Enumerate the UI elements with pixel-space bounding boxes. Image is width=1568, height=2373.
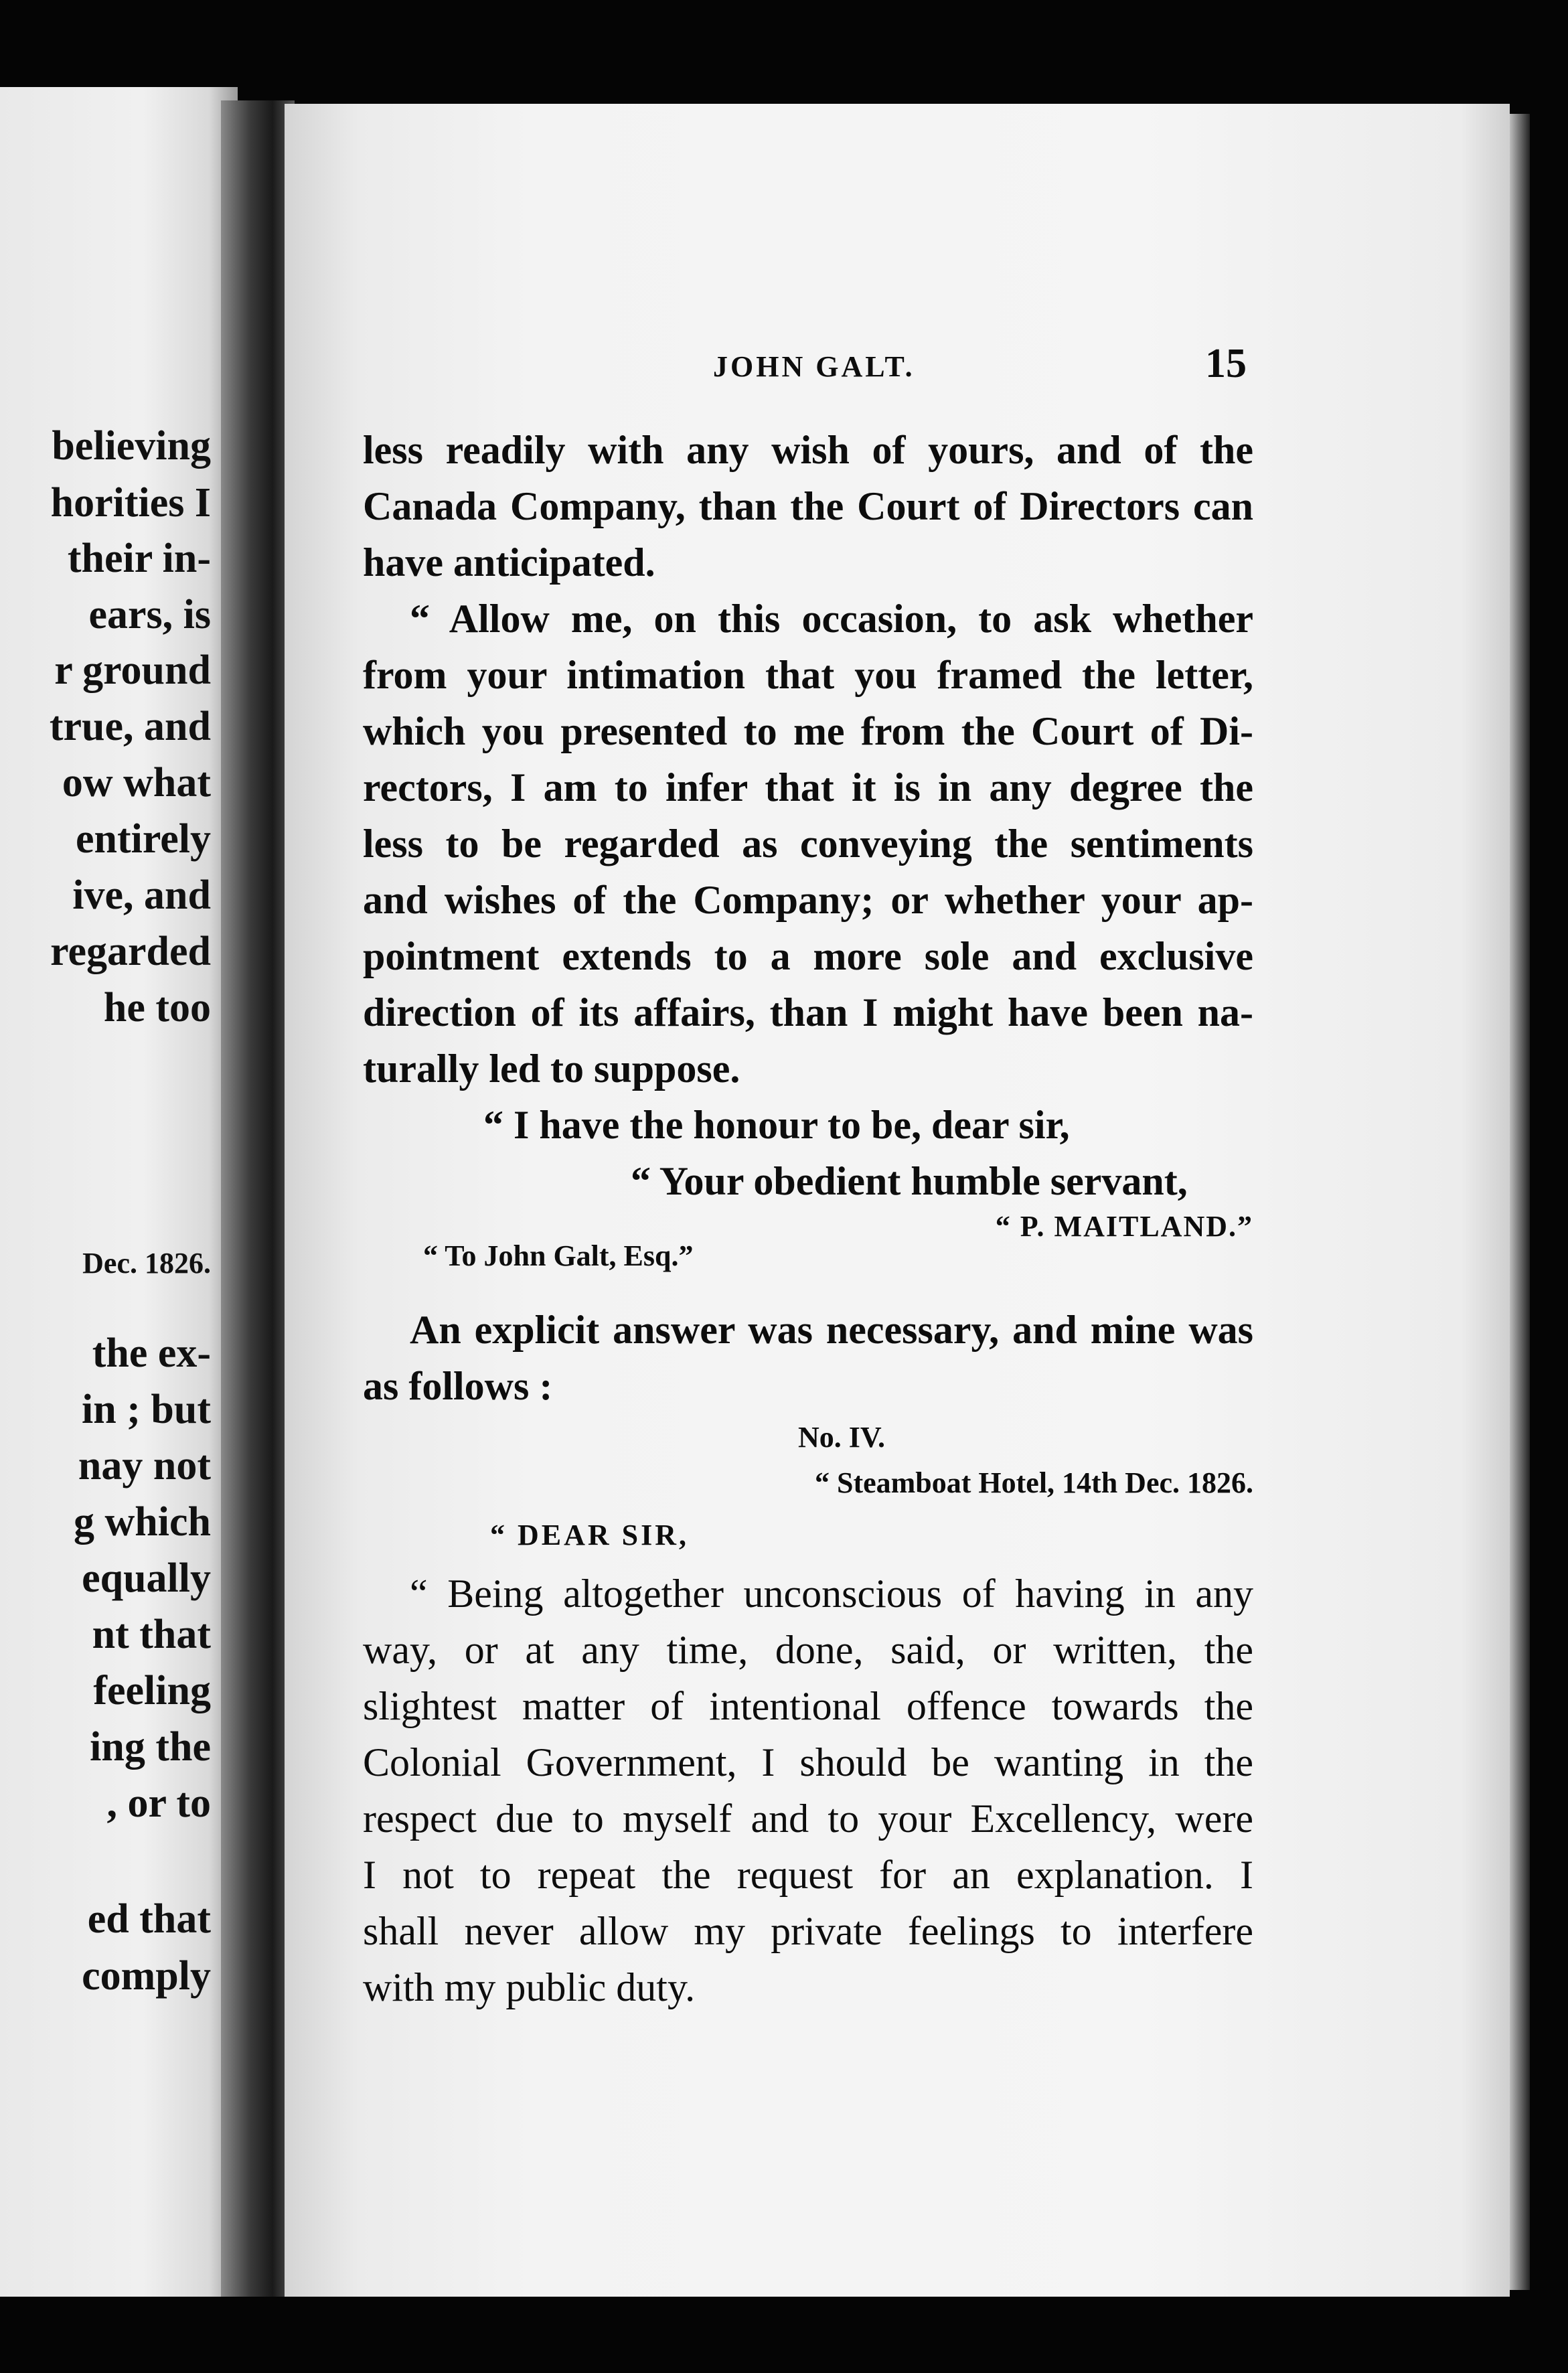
page-number: 15 — [1205, 341, 1247, 386]
left-page-line: horities I — [50, 480, 211, 526]
left-page-line: believing — [52, 423, 211, 469]
left-page-line: the ex- — [92, 1330, 211, 1376]
body-line: “ Being altogether unconscious of having in any — [410, 1572, 1253, 1616]
signature: “ P. MAITLAND.” — [995, 1210, 1253, 1243]
left-page-line: ing the — [90, 1724, 211, 1770]
left-page-line: ears, is — [88, 592, 211, 637]
left-page-line: , or to — [106, 1780, 211, 1826]
left-page-line: equally — [82, 1555, 211, 1601]
left-page-line: he too — [103, 985, 211, 1030]
body-line: as follows : — [363, 1364, 553, 1408]
left-page-line: nt that — [92, 1612, 211, 1657]
left-page-line: feeling — [93, 1668, 211, 1713]
left-page — [0, 87, 238, 2297]
letter-salutation: “ DEAR SIR, — [490, 1519, 690, 1551]
body-line: turally led to suppose. — [363, 1047, 740, 1091]
body-line: Colonial Government, I should be wanting in the — [363, 1740, 1253, 1784]
document-number: No. IV. — [797, 1421, 885, 1454]
left-page-line: ive, and — [72, 872, 211, 918]
body-line: slightest matter of intentional offence towards the — [363, 1684, 1253, 1728]
signature-block — [363, 1209, 1253, 1283]
body-line: I not to repeat the request for an explanation. I — [363, 1853, 1253, 1897]
left-page-line: true, and — [49, 704, 211, 749]
body-line: way, or at any time, done, said, or written, the — [363, 1628, 1253, 1672]
running-head: JOHN GALT. — [713, 350, 915, 383]
body-line: “ Allow me, on this occasion, to ask whether — [410, 597, 1253, 641]
body-line: An explicit answer was necessary, and mine was — [410, 1308, 1253, 1352]
left-page-line: Dec. 1826. — [82, 1247, 211, 1280]
letter-dateline: “ Steamboat Hotel, 14th Dec. 1826. — [814, 1466, 1253, 1499]
body-line: less readily with any wish of yours, and of the — [363, 428, 1253, 472]
left-page-line: g which — [74, 1499, 211, 1545]
body-line: from your intimation that you framed the letter, — [363, 653, 1253, 697]
left-page-line: nay not — [78, 1443, 211, 1488]
body-line: respect due to myself and to your Excellency, were — [363, 1796, 1253, 1841]
left-page-line: ed that — [87, 1896, 211, 1942]
body-line: rectors, I am to infer that it is in any degree the — [363, 765, 1253, 810]
body-line: Canada Company, than the Court of Directors can — [363, 484, 1253, 528]
body-line: pointment extends to a more sole and exclusive — [363, 934, 1253, 978]
left-page-line: entirely — [75, 816, 211, 862]
body-line: less to be regarded as conveying the sentiments — [363, 822, 1253, 866]
letter-closing: “ I have the honour to be, dear sir, — [483, 1103, 1070, 1147]
left-page-line: comply — [82, 1953, 211, 1999]
book-gutter-shadow — [221, 100, 295, 2297]
body-line: with my public duty. — [363, 1965, 696, 2009]
letter-addressee: “ To John Galt, Esq.” — [423, 1239, 694, 1272]
page-edge-shadow — [1510, 114, 1530, 2290]
left-page-line: in ; but — [82, 1387, 211, 1432]
body-line: shall never allow my private feelings to interfere — [363, 1909, 1253, 1953]
left-page-line: regarded — [50, 929, 211, 974]
letter-closing: “ Your obedient humble servant, — [631, 1159, 1188, 1203]
body-line: which you presented to me from the Court of Di- — [363, 709, 1253, 753]
body-line: direction of its affairs, than I might have been na- — [363, 990, 1253, 1035]
left-page-line: their in- — [67, 536, 211, 581]
body-line: and wishes of the Company; or whether your ap- — [363, 878, 1253, 922]
left-page-line: ow what — [62, 760, 211, 806]
left-page-line: r ground — [54, 647, 211, 693]
body-line: have anticipated. — [363, 540, 655, 585]
page-body — [363, 422, 1253, 2015]
